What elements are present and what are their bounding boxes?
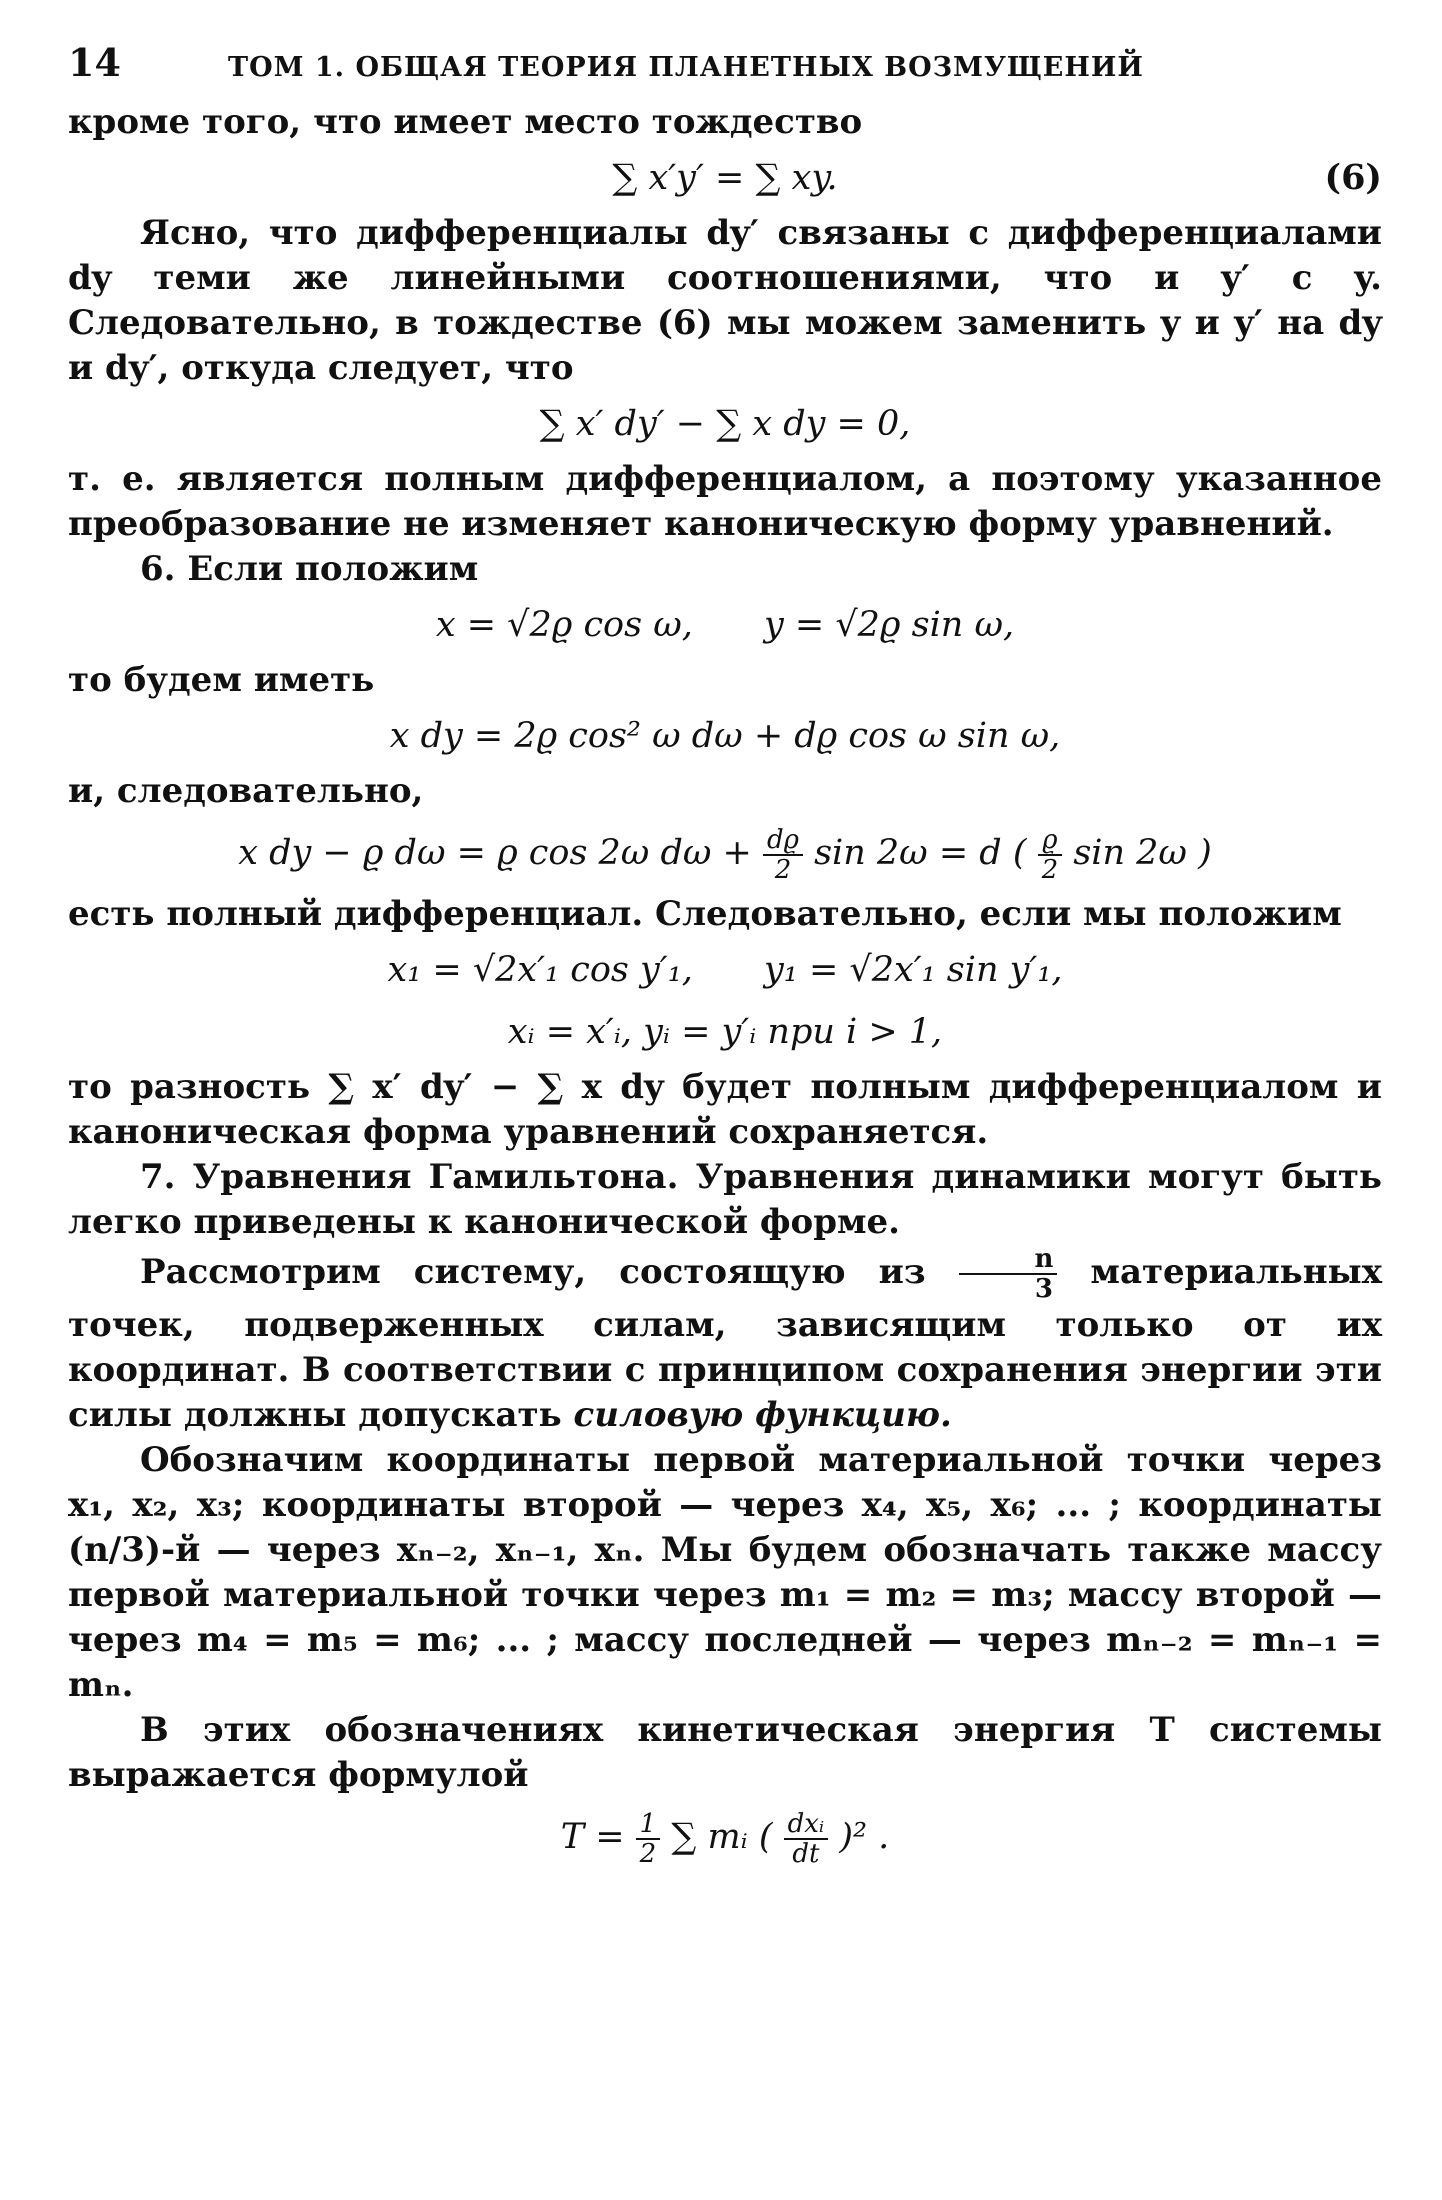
equation-d-left: x dy − ϱ dω = ϱ cos 2ω dω + bbox=[238, 833, 752, 873]
frac-num: dϱ bbox=[763, 826, 803, 856]
paragraph-10-rest: материальных точек, подверженных силам, зависящим только от их координат. В соответствии с принципом сохранения энергии эти силы должны допускать bbox=[68, 1252, 1382, 1435]
paragraph-11: Обозначим координаты первой материальной точки через x₁, x₂, x₃; координаты второй — через x₄, x₅, x₆; ... ; координаты (n/3)-й — через xₙ₋₂, xₙ₋₁, xₙ. Мы будем обозначать также массу первой материальной точки через m₁ = m₂ = m₃; массу второй — через m₄ = m₅ = m₆; ... ; массу последней — через mₙ₋₂ = mₙ₋₁ = mₙ. bbox=[68, 1440, 1382, 1705]
section-heading-7: 7. Уравнения Гамильтона. bbox=[140, 1157, 679, 1197]
page-header bbox=[68, 40, 1382, 100]
running-title: ТОМ 1. ОБЩАЯ ТЕОРИЯ ПЛАНЕТНЫХ ВОЗМУЩЕНИЙ bbox=[228, 52, 1144, 83]
paragraph-3: т. е. является полным дифференциалом, а поэтому указанное преобразование не изменяет каноническую форму уравнений. bbox=[68, 459, 1382, 544]
frac-den: 3 bbox=[1034, 1274, 1054, 1304]
frac-num: dxᵢ bbox=[784, 1810, 829, 1840]
paragraph-10 bbox=[68, 1245, 1382, 1438]
equation-6 bbox=[68, 149, 1382, 207]
equation-g-right: )² . bbox=[839, 1817, 890, 1857]
equation-g-fraction-1 bbox=[636, 1810, 661, 1868]
equation-d bbox=[68, 818, 1382, 888]
paragraph-1: кроме того, что имеет место тождество bbox=[68, 102, 863, 142]
frac-num: n bbox=[959, 1245, 1058, 1275]
paragraph-10-start: Рассмотрим систему, состоящую из bbox=[140, 1252, 926, 1292]
equation-d-mid: sin 2ω = d ( bbox=[814, 833, 1027, 873]
paragraph-6: и, следовательно, bbox=[68, 771, 424, 811]
equation-f: xᵢ = x′ᵢ, yᵢ = y′ᵢ при i > 1, bbox=[507, 1012, 943, 1052]
equation-e bbox=[68, 941, 1382, 999]
equation-g-left: T = bbox=[560, 1817, 625, 1857]
frac-den: dt bbox=[792, 1838, 820, 1869]
frac-den: 2 bbox=[1041, 854, 1059, 885]
paragraph-4: 6. Если положим bbox=[140, 549, 479, 589]
frac-den: 2 bbox=[774, 854, 792, 885]
equation-b1: x = √2ϱ cos ω, bbox=[435, 605, 693, 645]
equation-d-fraction-1 bbox=[763, 826, 803, 884]
paragraph-12: В этих обозначениях кинетическая энергия T системы выражается формулой bbox=[68, 1710, 1382, 1795]
paragraph-7: есть полный дифференциал. Следовательно, если мы положим bbox=[68, 894, 1342, 934]
paragraph-10-italic: силовую функцию. bbox=[573, 1395, 952, 1435]
paragraph-9-body: Уравнения динамики могут быть легко приведены к канонической форме. bbox=[68, 1157, 1383, 1242]
equation-b2: y = √2ϱ sin ω, bbox=[764, 605, 1015, 645]
n-over-3-fraction bbox=[959, 1245, 1058, 1303]
paragraph-5: то будем иметь bbox=[68, 660, 375, 700]
equation-d-fraction-2 bbox=[1038, 826, 1063, 884]
equation-g bbox=[68, 1802, 1382, 1872]
paragraph-2: Ясно, что дифференциалы dy′ связаны с дифференциалами dy теми же линейными соотношениями, что и y′ с y. Следовательно, в тождестве (6) мы можем заменить y и y′ на dy и dy′, откуда следует, что bbox=[68, 213, 1382, 388]
equation-6-number: (6) bbox=[1324, 157, 1382, 198]
page-number: 14 bbox=[68, 40, 121, 85]
paragraph-8: то разность ∑ x′ dy′ − ∑ x dy будет полным дифференциалом и каноническая форма уравнений сохраняется. bbox=[68, 1067, 1382, 1152]
equation-c: x dy = 2ϱ cos² ω dω + dϱ cos ω sin ω, bbox=[389, 716, 1061, 756]
equation-g-mid: ∑ mᵢ ( bbox=[671, 1817, 773, 1857]
equation-e1: x₁ = √2x′₁ cos y′₁, bbox=[387, 950, 693, 990]
equation-d-right: sin 2ω ) bbox=[1073, 833, 1212, 873]
equation-g-fraction-2 bbox=[784, 1810, 829, 1868]
equation-b bbox=[68, 596, 1382, 654]
frac-den: 2 bbox=[639, 1838, 657, 1869]
frac-num: 1 bbox=[636, 1810, 661, 1840]
equation-e2: y₁ = √2x′₁ sin y′₁, bbox=[764, 950, 1063, 990]
paragraph-9 bbox=[68, 1155, 1382, 1245]
equation-a: ∑ x′ dy′ − ∑ x dy = 0, bbox=[539, 404, 911, 444]
frac-num: ϱ bbox=[1038, 826, 1063, 856]
equation-6-body: ∑ x′y′ = ∑ xy. bbox=[612, 158, 838, 198]
